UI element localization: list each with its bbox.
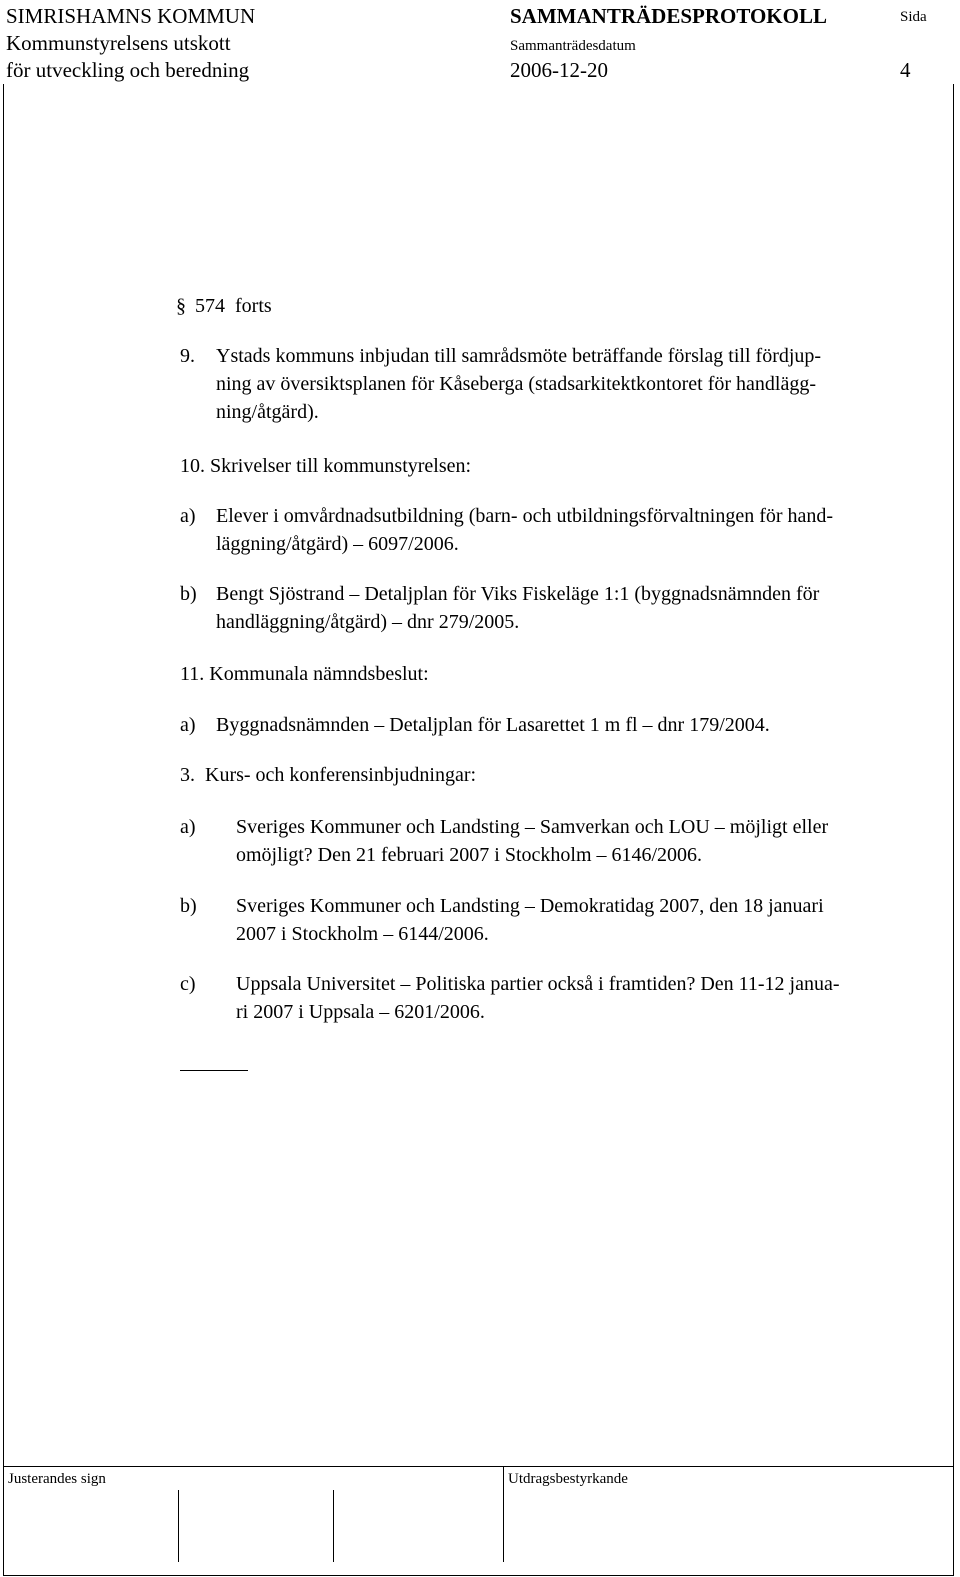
date-label: Sammanträdesdatum	[510, 38, 636, 54]
municipality-name: SIMRISHAMNS KOMMUN	[6, 4, 256, 28]
signature-box-divider-3	[503, 1466, 504, 1562]
item-3b-line-2: 2007 i Stockholm – 6144/2006.	[236, 923, 489, 945]
page-number: 4	[900, 58, 911, 82]
item-9-line-1: Ystads kommuns inbjudan till samrådsmöte beträffande förslag till fördjup-	[216, 345, 822, 367]
section-number: 574 forts	[195, 295, 272, 317]
item-3c-line-2: ri 2007 i Uppsala – 6201/2006.	[236, 1001, 485, 1023]
item-3-heading: 3. Kurs- och konferensinbjudningar:	[180, 764, 477, 786]
committee-name-line1: Kommunstyrelsens utskott	[6, 31, 231, 55]
signature-box-divider-2	[333, 1490, 334, 1562]
section-mark: §	[176, 295, 186, 317]
item-10b-label: b)	[180, 583, 197, 605]
section-reference	[176, 292, 272, 320]
item-10a-label: a)	[180, 505, 196, 527]
item-10-heading: 10. Skrivelser till kommunstyrelsen:	[180, 455, 472, 477]
frame-right-border	[953, 84, 954, 1576]
meeting-date: 2006-12-20	[510, 58, 608, 82]
page-label: Sida	[900, 9, 927, 25]
item-11a-text: Byggnadsnämnden – Detaljplan för Lasarettet 1 m fl – dnr 179/2004.	[216, 714, 770, 736]
document-title: SAMMANTRÄDESPROTOKOLL	[510, 4, 827, 28]
justerandes-sign-label: Justerandes sign	[8, 1471, 106, 1487]
item-11a-label: a)	[180, 714, 196, 736]
item-3c-line-1: Uppsala Universitet – Politiska partier också i framtiden? Den 11-12 janua-	[236, 973, 840, 995]
frame-left-border	[3, 84, 4, 1576]
item-11-heading: 11. Kommunala nämndsbeslut:	[180, 663, 429, 685]
utdragsbestyrkande-label: Utdragsbestyrkande	[508, 1471, 628, 1487]
committee-name-line2: för utveckling och beredning	[6, 58, 250, 82]
item-3a-line-1: Sveriges Kommuner och Landsting – Samverkan och LOU – möjligt eller	[236, 816, 829, 838]
item-10a-line-1: Elever i omvårdnadsutbildning (barn- och utbildningsförvaltningen för hand-	[216, 505, 834, 527]
item-9-number: 9.	[180, 345, 195, 367]
signature-box-divider-1	[178, 1490, 179, 1562]
item-3b-label: b)	[180, 895, 197, 917]
footer-bottom-rule	[3, 1575, 954, 1576]
item-3a-label: a)	[180, 816, 196, 838]
item-9-line-2: ning av översiktsplanen för Kåseberga (stadsarkitektkontoret för handlägg-	[216, 373, 816, 395]
item-3c-label: c)	[180, 973, 196, 995]
item-9-line-3: ning/åtgärd).	[216, 401, 319, 423]
item-10b-line-1: Bengt Sjöstrand – Detaljplan för Viks Fiskeläge 1:1 (byggnadsnämnden för	[216, 583, 820, 605]
item-3a-line-2: omöjligt? Den 21 februari 2007 i Stockholm – 6146/2006.	[236, 844, 703, 866]
item-10b-line-2: handläggning/åtgärd) – dnr 279/2005.	[216, 611, 520, 633]
section-end-rule	[180, 1070, 248, 1071]
footer-top-rule	[3, 1466, 954, 1467]
item-3b-line-1: Sveriges Kommuner och Landsting – Demokratidag 2007, den 18 januari	[236, 895, 824, 917]
item-10a-line-2: läggning/åtgärd) – 6097/2006.	[216, 533, 459, 555]
